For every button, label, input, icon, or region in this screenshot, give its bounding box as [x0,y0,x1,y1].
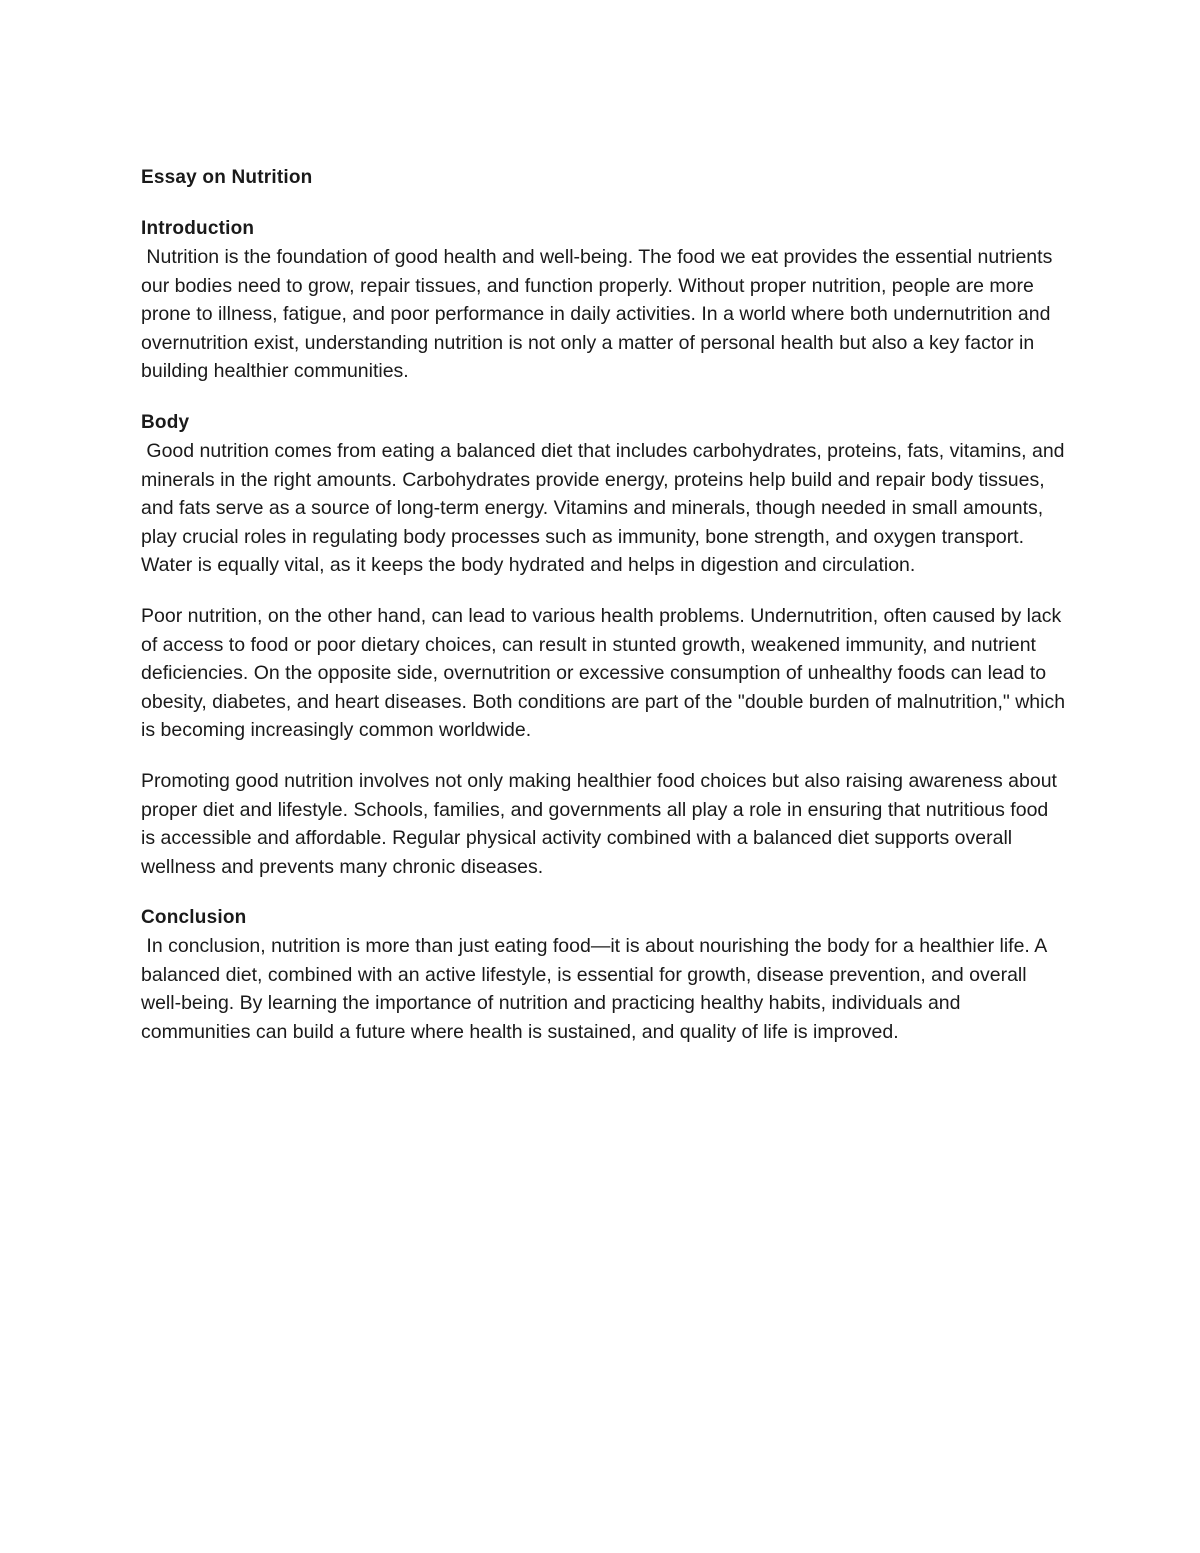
section-introduction [141,214,1066,386]
paragraph-body-1: Good nutrition comes from eating a balanced diet that includes carbohydrates, proteins, fats, vitamins, and minerals in the right amounts. Carbohydrates provide energy, proteins help build and repair body tissues, and fats serve as a source of long-term energy. Vitamins and minerals, though needed in small amounts, play crucial roles in regulating body processes such as immunity, bone strength, and oxygen transport. Water is equally vital, as it keeps the body hydrated and helps in digestion and circulation. [141,439,1070,577]
section-body [141,408,1071,881]
section-heading-conclusion: Conclusion [141,907,247,929]
section-heading-body: Body [141,411,190,433]
document-title: Essay on Nutrition [141,167,313,188]
section-conclusion [141,903,1066,1046]
paragraph-introduction: Nutrition is the foundation of good health and well-being. The food we eat provides the essential nutrients our bodies need to grow, repair tissues, and function properly. Without proper nutrition, people are more prone to illness, fatigue, and poor performance in daily activities. In a world where both undernutrition and overnutrition exist, understanding nutrition is not only a matter of personal health but also a key factor in building healthier communities. [141,246,1058,383]
section-heading-introduction: Introduction [141,218,255,239]
document-page [141,163,1071,1069]
paragraph-body-2: Poor nutrition, on the other hand, can lead to various health problems. Undernutrition, often caused by lack of access to food or poor dietary choices, can result in stunted growth, weakened immunity, and nutrient deficiencies. On the opposite side, overnutrition or excessive consumption of unhealthy foods can lead to obesity, diabetes, and heart diseases. Both conditions are part of the "double burden of malnutrition," which is becoming increasingly common worldwide. [141,604,1071,742]
paragraph-body-3: Promoting good nutrition involves not only making healthier food choices but also raising awareness about proper diet and lifestyle. Schools, families, and governments all play a role in ensuring that nutritious food is accessible and affordable. Regular physical activity combined with a balanced diet supports overall wellness and prevents many chronic diseases. [141,769,1063,878]
paragraph-conclusion: In conclusion, nutrition is more than just eating food—it is about nourishing the body for a healthier life. A balanced diet, combined with an active lifestyle, is essential for growth, disease prevention, and overall well-being. By learning the importance of nutrition and practicing healthy habits, individuals and communities can build a future where health is sustained, and quality of life is improved. [141,935,1052,1044]
